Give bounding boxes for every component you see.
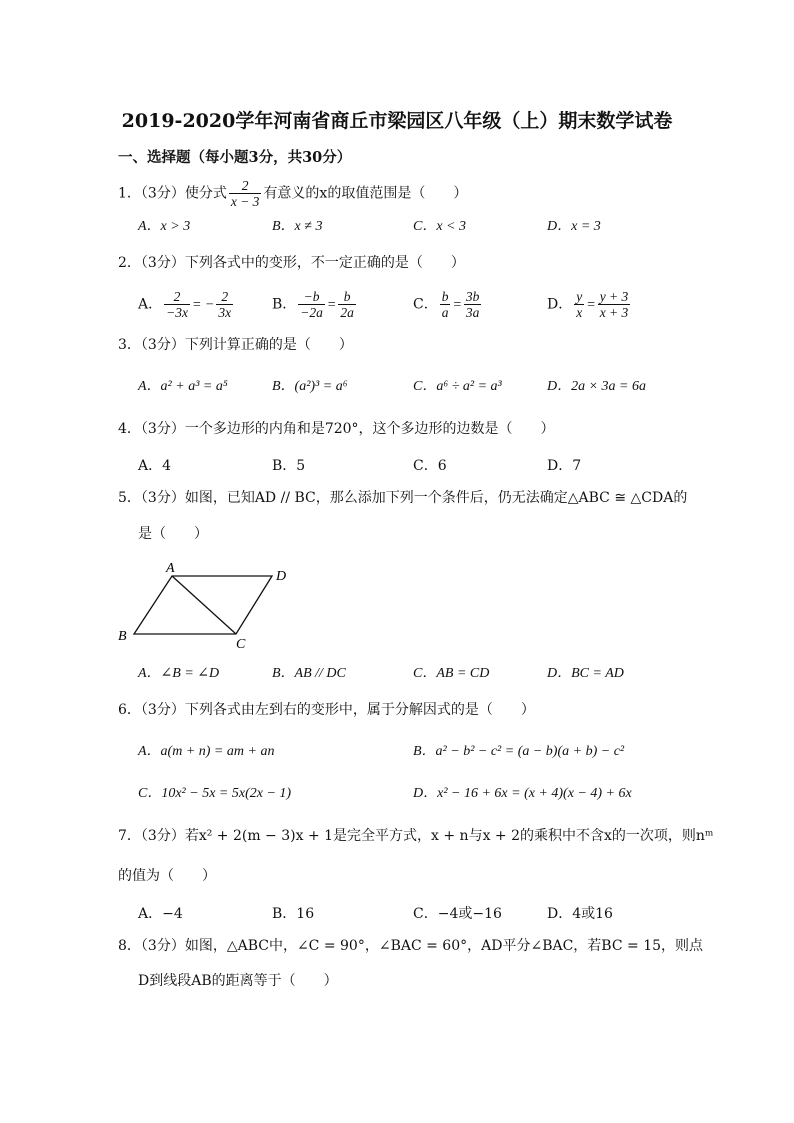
question-6: 6．（3分）下列各式由左到右的变形中，属于分解因式的是（ ） bbox=[118, 702, 535, 718]
q3-option-a[interactable]: A．a² + a³ = a⁵ bbox=[138, 379, 228, 394]
parallelogram-abcd bbox=[134, 576, 272, 634]
question-5: 5．（3分）如图，已知AD // BC，那么添加下列一个条件后，仍无法确定△ABC ≅ △CDA的 bbox=[118, 490, 688, 506]
section-heading: 一、选择题（每小题3分，共30分） bbox=[118, 149, 352, 166]
question-5-cont: 是（ ） bbox=[138, 526, 208, 542]
q4-option-c[interactable]: C．6 bbox=[413, 458, 447, 474]
q1-option-d[interactable]: D．x = 3 bbox=[547, 219, 601, 234]
q5-option-c[interactable]: C．AB = CD bbox=[413, 666, 490, 681]
q6-option-b[interactable]: B．a² − b² − c² = (a − b)(a + b) − c² bbox=[413, 744, 625, 759]
question-7-cont: 的值为（ ） bbox=[118, 868, 216, 884]
vertex-label-c: C bbox=[236, 637, 246, 650]
q6-option-d[interactable]: D．x² − 16 + 6x = (x + 4)(x − 4) + 6x bbox=[413, 786, 632, 801]
question-2: 2．（3分）下列各式中的变形，不一定正确的是（ ） bbox=[118, 255, 465, 271]
vertex-label-b: B bbox=[118, 629, 127, 644]
q1-lead: 1．（3分）使分式 bbox=[118, 185, 227, 202]
q1-option-c[interactable]: C．x < 3 bbox=[413, 219, 466, 234]
q2-option-d[interactable]: D． $\frac{y}{x}$ = $\frac{y + 3}{x + 3}$ bbox=[547, 289, 629, 320]
q1-option-a[interactable]: A．x > 3 bbox=[138, 219, 191, 234]
q1-rest: 有意义的x的取值范围是（ ） bbox=[263, 185, 468, 202]
q3-option-b[interactable]: B．(a²)³ = a⁶ bbox=[272, 379, 348, 394]
question-1 bbox=[118, 178, 467, 209]
q4-option-a[interactable]: A．4 bbox=[138, 458, 172, 474]
q5-option-a[interactable]: A．∠B = ∠D bbox=[138, 666, 220, 681]
q3-option-c[interactable]: C．a⁶ ÷ a² = a³ bbox=[413, 379, 502, 394]
q4-option-b[interactable]: B．5 bbox=[272, 458, 306, 474]
q7-option-a[interactable]: A．−4 bbox=[138, 906, 183, 922]
diagonal-ac bbox=[172, 576, 236, 634]
vertex-label-a: A bbox=[166, 561, 175, 576]
question-3: 3．（3分）下列计算正确的是（ ） bbox=[118, 337, 353, 353]
parallelogram-figure bbox=[110, 558, 310, 650]
question-8-cont: D到线段AB的距离等于（ ） bbox=[138, 973, 338, 989]
q3-option-d[interactable]: D．2a × 3a = 6a bbox=[547, 379, 647, 394]
page-title: 2019-2020学年河南省商丘市梁园区八年级（上）期末数学试卷 bbox=[121, 110, 673, 132]
question-4: 4．（3分）一个多边形的内角和是720°，这个多边形的边数是（ ） bbox=[118, 421, 555, 437]
q5-option-b[interactable]: B．AB // DC bbox=[272, 666, 346, 681]
q1-option-b[interactable]: B．x ≠ 3 bbox=[272, 219, 323, 234]
q7-option-d[interactable]: D．4或16 bbox=[547, 906, 613, 922]
q5-option-d[interactable]: D．BC = AD bbox=[547, 666, 624, 681]
vertex-label-d: D bbox=[276, 569, 287, 584]
q1-fraction: $\frac{2}{x - 3}$ bbox=[230, 178, 260, 209]
q7-option-c[interactable]: C．−4或−16 bbox=[413, 906, 502, 922]
q7-option-b[interactable]: B．16 bbox=[272, 906, 315, 922]
q6-option-a[interactable]: A．a(m + n) = am + an bbox=[138, 744, 275, 759]
q2-option-b[interactable]: B． $\frac{-b}{-2a}$ = $\frac{b}{2a}$ bbox=[272, 289, 354, 320]
question-8: 8．（3分）如图，△ABC中，∠C = 90°，∠BAC = 60°，AD平分∠BAC，若BC = 15，则点 bbox=[118, 938, 704, 954]
q2-option-a[interactable]: A． $\frac{2}{-3x}$ = − $\frac{2}{3x}$ bbox=[138, 289, 232, 320]
q2-option-c[interactable]: C． $\frac{b}{a}$ = $\frac{3b}{3a}$ bbox=[413, 289, 480, 320]
question-7: 7．（3分）若x² + 2(m − 3)x + 1是完全平方式，x + n与x + 2的乘积中不含x的一次项，则nᵐ bbox=[118, 828, 714, 844]
q4-option-d[interactable]: D．7 bbox=[547, 458, 582, 474]
q6-option-c[interactable]: C．10x² − 5x = 5x(2x − 1) bbox=[138, 786, 292, 801]
